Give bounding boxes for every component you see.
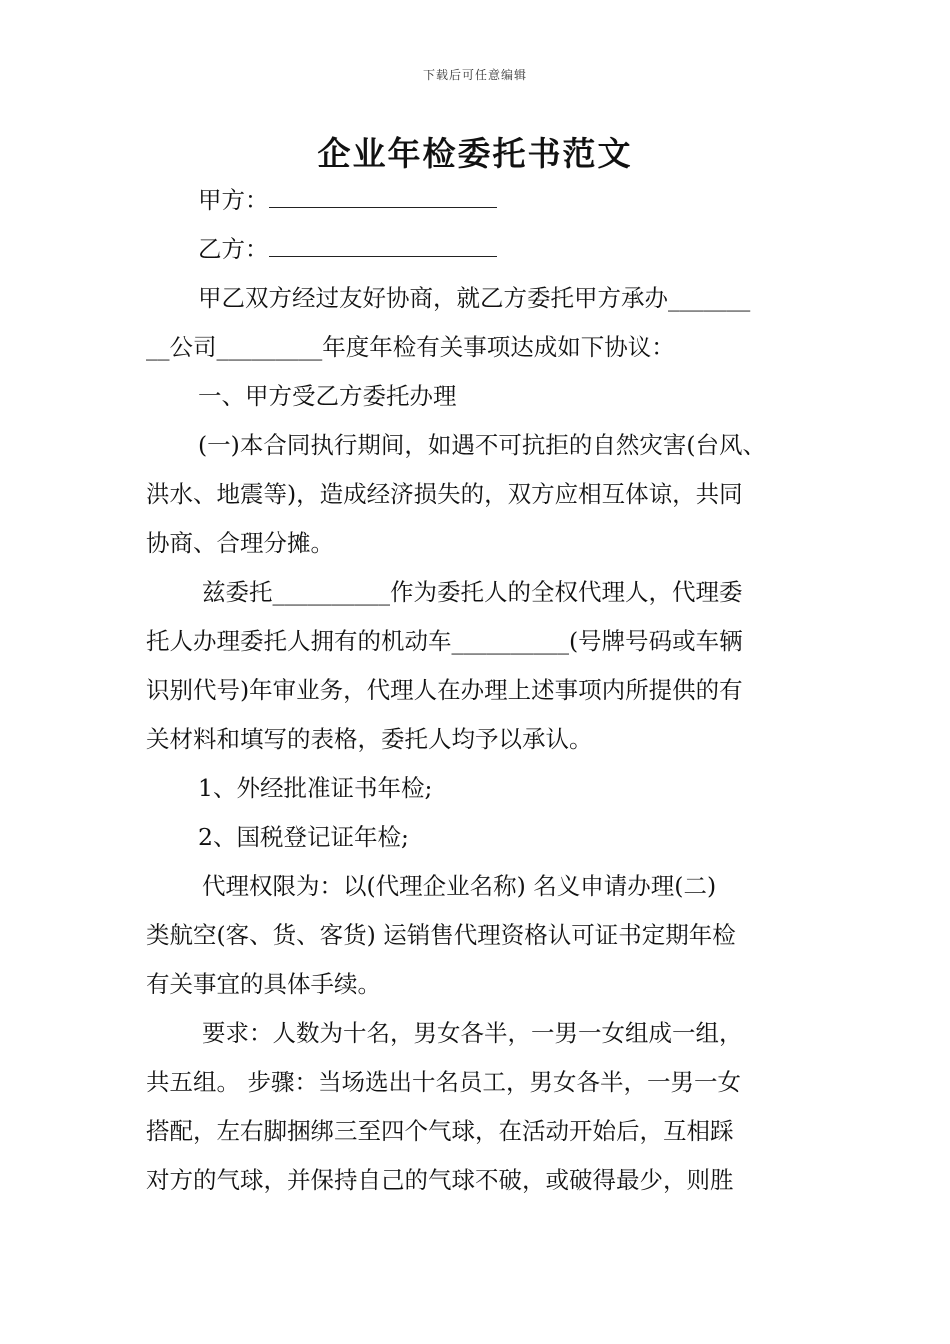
paragraph-line: 关材料和填写的表格，委托人均予以承认。 [146, 725, 593, 753]
list-item: 1、外经批准证书年检; [198, 774, 433, 802]
party-a-label: 甲方： [198, 186, 269, 214]
document-title: 企业年检委托书范文 [317, 134, 633, 173]
paragraph-line: 搭配，左右脚捆绑三至四个气球，在活动开始后，互相踩 [146, 1117, 734, 1145]
paragraph-line: (一)本合同执行期间，如遇不可抗拒的自然灾害(台风、 [198, 431, 767, 459]
party-b-line [146, 225, 812, 274]
paragraph-line: __公司_________年度年检有关事项达成如下协议： [146, 333, 675, 361]
party-a-blank [269, 184, 497, 209]
section-heading: 一、甲方受乙方委托办理 [198, 382, 457, 410]
paragraph-line: 甲乙双方经过友好协商，就乙方委托甲方承办_______ [198, 284, 751, 312]
header-note: 下载后可任意编辑 [422, 68, 527, 82]
party-b-label: 乙方： [198, 235, 269, 263]
document-body [146, 176, 812, 1205]
paragraph-line: 共五组。 步骤：当场选出十名员工，男女各半，一男一女 [146, 1068, 741, 1096]
party-a-line [146, 176, 812, 225]
paragraph-line: 识别代号)年审业务，代理人在办理上述事项内所提供的有 [146, 676, 743, 704]
paragraph-line: 兹委托__________作为委托人的全权代理人，代理委 [202, 578, 743, 606]
paragraph-line: 类航空(客、货、客货) 运销售代理资格认可证书定期年检 [146, 921, 736, 949]
paragraph-line: 协商、合理分摊。 [146, 529, 334, 557]
paragraph-line: 洪水、地震等)，造成经济损失的，双方应相互体谅，共同 [146, 480, 743, 508]
list-item: 2、国税登记证年检; [198, 823, 409, 851]
paragraph-line: 有关事宜的具体手续。 [146, 970, 381, 998]
paragraph-line: 对方的气球，并保持自己的气球不破，或破得最少，则胜 [146, 1166, 734, 1194]
paragraph-line: 托人办理委托人拥有的机动车__________(号牌号码或车辆 [146, 627, 743, 655]
paragraph-line: 要求：人数为十名，男女各半，一男一女组成一组， [202, 1019, 743, 1047]
party-b-blank [269, 233, 497, 258]
paragraph-line: 代理权限为：以(代理企业名称) 名义申请办理(二) [202, 872, 717, 900]
